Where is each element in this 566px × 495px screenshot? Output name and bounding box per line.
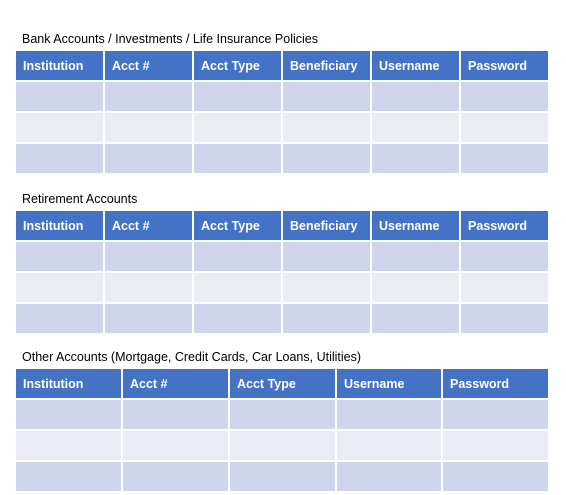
- col-header-beneficiary: Beneficiary: [282, 50, 371, 81]
- section-title: Other Accounts (Mortgage, Credit Cards, Car Loans, Utilities): [22, 350, 362, 364]
- table-row: [15, 272, 549, 303]
- table-cell[interactable]: [282, 112, 371, 143]
- col-header-password: Password: [460, 50, 549, 81]
- col-header-acct-number: Acct #: [122, 368, 229, 399]
- table-cell[interactable]: [371, 143, 460, 174]
- table-cell[interactable]: [193, 81, 282, 112]
- col-header-institution: Institution: [15, 210, 104, 241]
- table-cell[interactable]: [442, 430, 549, 461]
- bank-accounts-table: [14, 49, 550, 175]
- col-header-password: Password: [442, 368, 549, 399]
- table-cell[interactable]: [15, 112, 104, 143]
- bank-accounts-section: [14, 31, 550, 175]
- table-row: [15, 81, 549, 112]
- table-row: [15, 143, 549, 174]
- table-cell[interactable]: [336, 461, 442, 492]
- table-cell[interactable]: [229, 399, 336, 430]
- table-row: [15, 430, 549, 461]
- retirement-accounts-section: [14, 191, 550, 335]
- table-row: [15, 461, 549, 492]
- table-cell[interactable]: [122, 399, 229, 430]
- table-cell[interactable]: [282, 81, 371, 112]
- table-cell[interactable]: [193, 272, 282, 303]
- table-row: [15, 241, 549, 272]
- table-cell[interactable]: [282, 241, 371, 272]
- table-cell[interactable]: [229, 430, 336, 461]
- retirement-accounts-table: [14, 209, 550, 335]
- table-cell[interactable]: [193, 241, 282, 272]
- other-accounts-section: [14, 349, 550, 493]
- table-cell[interactable]: [229, 461, 336, 492]
- col-header-acct-type: Acct Type: [229, 368, 336, 399]
- col-header-institution: Institution: [15, 368, 122, 399]
- table-cell[interactable]: [460, 112, 549, 143]
- table-cell[interactable]: [104, 272, 193, 303]
- header-row: [15, 368, 549, 399]
- section-title: Retirement Accounts: [22, 192, 138, 206]
- table-cell[interactable]: [371, 303, 460, 334]
- table-cell[interactable]: [104, 143, 193, 174]
- table-cell[interactable]: [15, 143, 104, 174]
- table-cell[interactable]: [122, 461, 229, 492]
- table-cell[interactable]: [371, 81, 460, 112]
- col-header-password: Password: [460, 210, 549, 241]
- table-cell[interactable]: [104, 303, 193, 334]
- table-cell[interactable]: [336, 430, 442, 461]
- table-cell[interactable]: [193, 143, 282, 174]
- col-header-acct-type: Acct Type: [193, 50, 282, 81]
- table-cell[interactable]: [282, 143, 371, 174]
- col-header-acct-number: Acct #: [104, 50, 193, 81]
- table-cell[interactable]: [282, 272, 371, 303]
- table-cell[interactable]: [15, 272, 104, 303]
- table-cell[interactable]: [460, 303, 549, 334]
- table-cell[interactable]: [122, 430, 229, 461]
- table-cell[interactable]: [460, 143, 549, 174]
- col-header-acct-type: Acct Type: [193, 210, 282, 241]
- table-cell[interactable]: [193, 303, 282, 334]
- table-cell[interactable]: [193, 112, 282, 143]
- table-cell[interactable]: [460, 241, 549, 272]
- col-header-username: Username: [336, 368, 442, 399]
- table-cell[interactable]: [282, 303, 371, 334]
- header-row: [15, 50, 549, 81]
- col-header-institution: Institution: [15, 50, 104, 81]
- table-cell[interactable]: [15, 303, 104, 334]
- other-accounts-table: [14, 367, 550, 493]
- header-row: [15, 210, 549, 241]
- table-cell[interactable]: [442, 399, 549, 430]
- table-cell[interactable]: [15, 241, 104, 272]
- table-cell[interactable]: [104, 112, 193, 143]
- table-cell[interactable]: [104, 81, 193, 112]
- table-cell[interactable]: [371, 112, 460, 143]
- table-cell[interactable]: [15, 430, 122, 461]
- table-cell[interactable]: [371, 272, 460, 303]
- table-row: [15, 399, 549, 430]
- col-header-username: Username: [371, 210, 460, 241]
- col-header-beneficiary: Beneficiary: [282, 210, 371, 241]
- table-row: [15, 303, 549, 334]
- table-cell[interactable]: [371, 241, 460, 272]
- table-cell[interactable]: [460, 272, 549, 303]
- col-header-acct-number: Acct #: [104, 210, 193, 241]
- table-cell[interactable]: [15, 81, 104, 112]
- table-cell[interactable]: [15, 461, 122, 492]
- table-row: [15, 112, 549, 143]
- table-cell[interactable]: [15, 399, 122, 430]
- table-cell[interactable]: [336, 399, 442, 430]
- table-cell[interactable]: [442, 461, 549, 492]
- col-header-username: Username: [371, 50, 460, 81]
- section-title: Bank Accounts / Investments / Life Insurance Policies: [22, 32, 318, 46]
- table-cell[interactable]: [104, 241, 193, 272]
- table-cell[interactable]: [460, 81, 549, 112]
